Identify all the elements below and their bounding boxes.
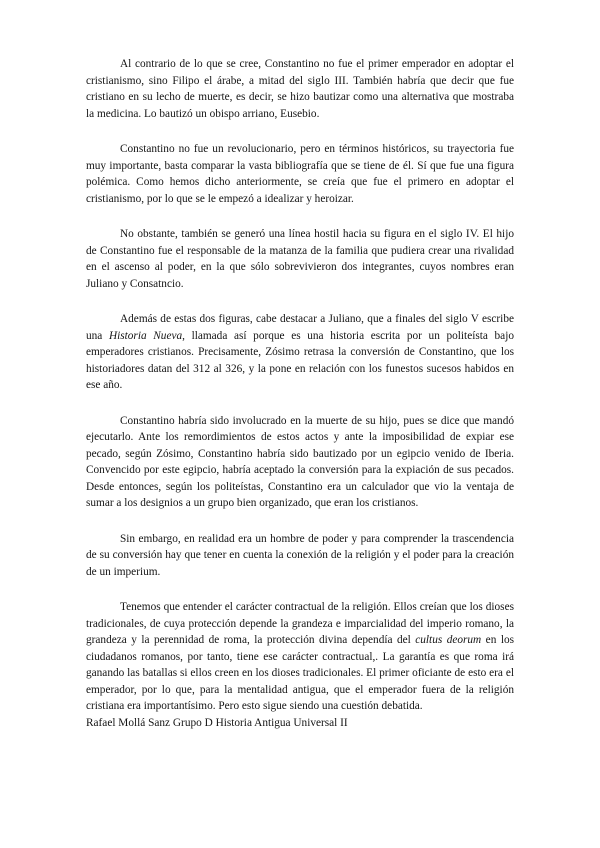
paragraph: [86, 141, 514, 207]
author-signature: Rafael Mollá Sanz Grupo D Historia Antigua Universal II: [86, 716, 348, 729]
paragraph-text: Tenemos que entender el carácter contractual de la religión. Ellos creían que los dioses tradicionales, de cuya protección depende la grandeza e imparcialidad del imperio romano, la grandeza y la perennidad de roma, la protección divina dependía del: [86, 601, 514, 646]
paragraph-text: Sin embargo, en realidad era un hombre de poder y para comprender la trascendencia de su conversión hay que tener en cuenta la conexión de la religión y el poder para la creación de un imperium.: [86, 532, 514, 578]
paragraph: [86, 311, 514, 394]
paragraph: [86, 531, 514, 581]
italic-title: cultus deorum: [415, 634, 482, 646]
paragraph-text: en los ciudadanos romanos, por tanto, tiene ese carácter contractual,. La garantía es que roma irá ganando las batallas si ellos creen en los dioses tradicionales. El primer oficiante de esto era el emperador, por lo que, para la mentalidad antigua, que el emperador fuera de la religión cristiana era importantísimo. Pero esto sigue siendo una cuestión debatida.: [86, 634, 515, 712]
paragraph: [86, 413, 514, 512]
paragraph-text: Además de estas dos figuras, cabe destacar a Juliano, que a finales del siglo V escribe una: [86, 313, 514, 342]
paragraph: [86, 56, 514, 122]
paragraph-text: Constantino habría sido involucrado en la muerte de su hijo, pues se dice que mandó ejecutarlo. Ante los remordimientos de estos actos y ante la imposibilidad de expiar ese pecado, según Zósimo, Constantino habría sido bautizado por un egipcio venido de Iberia. Convencido por este egipcio, habría aceptado la conversión para la expiación de sus pecados. Desde entonces, según los politeístas, Constantino era un calculador que vio la ventaja de sumar a los designios a un grupo bien organizado, que eran los cristianos.: [86, 414, 514, 509]
italic-title: Historia Nueva: [108, 329, 183, 342]
paragraph: [86, 226, 514, 292]
paragraph-text: Al contrario de lo que se cree, Constantino no fue el primer emperador en adoptar el cristianismo, sino Filipo el árabe, a mitad del siglo III. También habría que decir que fue cristiano en su lecho de muerte, es decir, se hizo bautizar como una alternativa que mostraba la medicina. Lo bautizó un obispo arriano, Eusebio.: [86, 58, 514, 120]
paragraph-text: , llamada así porque es una historia escrita por un politeísta bajo emperadores cristianos. Precisamente, Zósimo retrasa la conversión de Constantino, que los historiadores datan del 312 al 326, y la pone en relación con los funestos sucesos habidos en ese año.: [86, 329, 514, 391]
paragraph: [86, 599, 514, 715]
paragraph-text: Constantino no fue un revolucionario, pero en términos históricos, su trayectoria fue muy importante, basta comparar la vasta bibliografía que se tiene de él. Sí que fue una figura polémica. Como hemos dicho anteriormente, se creía que fue el primero en adoptar el cristianismo, por lo que se le empezó a idealizar y heroizar.: [86, 143, 514, 205]
document-body: [86, 56, 514, 715]
paragraph-text: No obstante, también se generó una línea hostil hacia su figura en el siglo IV. El hijo de Constantino fue el responsable de la matanza de la familia que pudiera crear una rivalidad en el ascenso al poder, en la que sólo sobrevivieron dos integrantes, cuyos nombres eran Juliano y Consatncio.: [86, 228, 514, 290]
